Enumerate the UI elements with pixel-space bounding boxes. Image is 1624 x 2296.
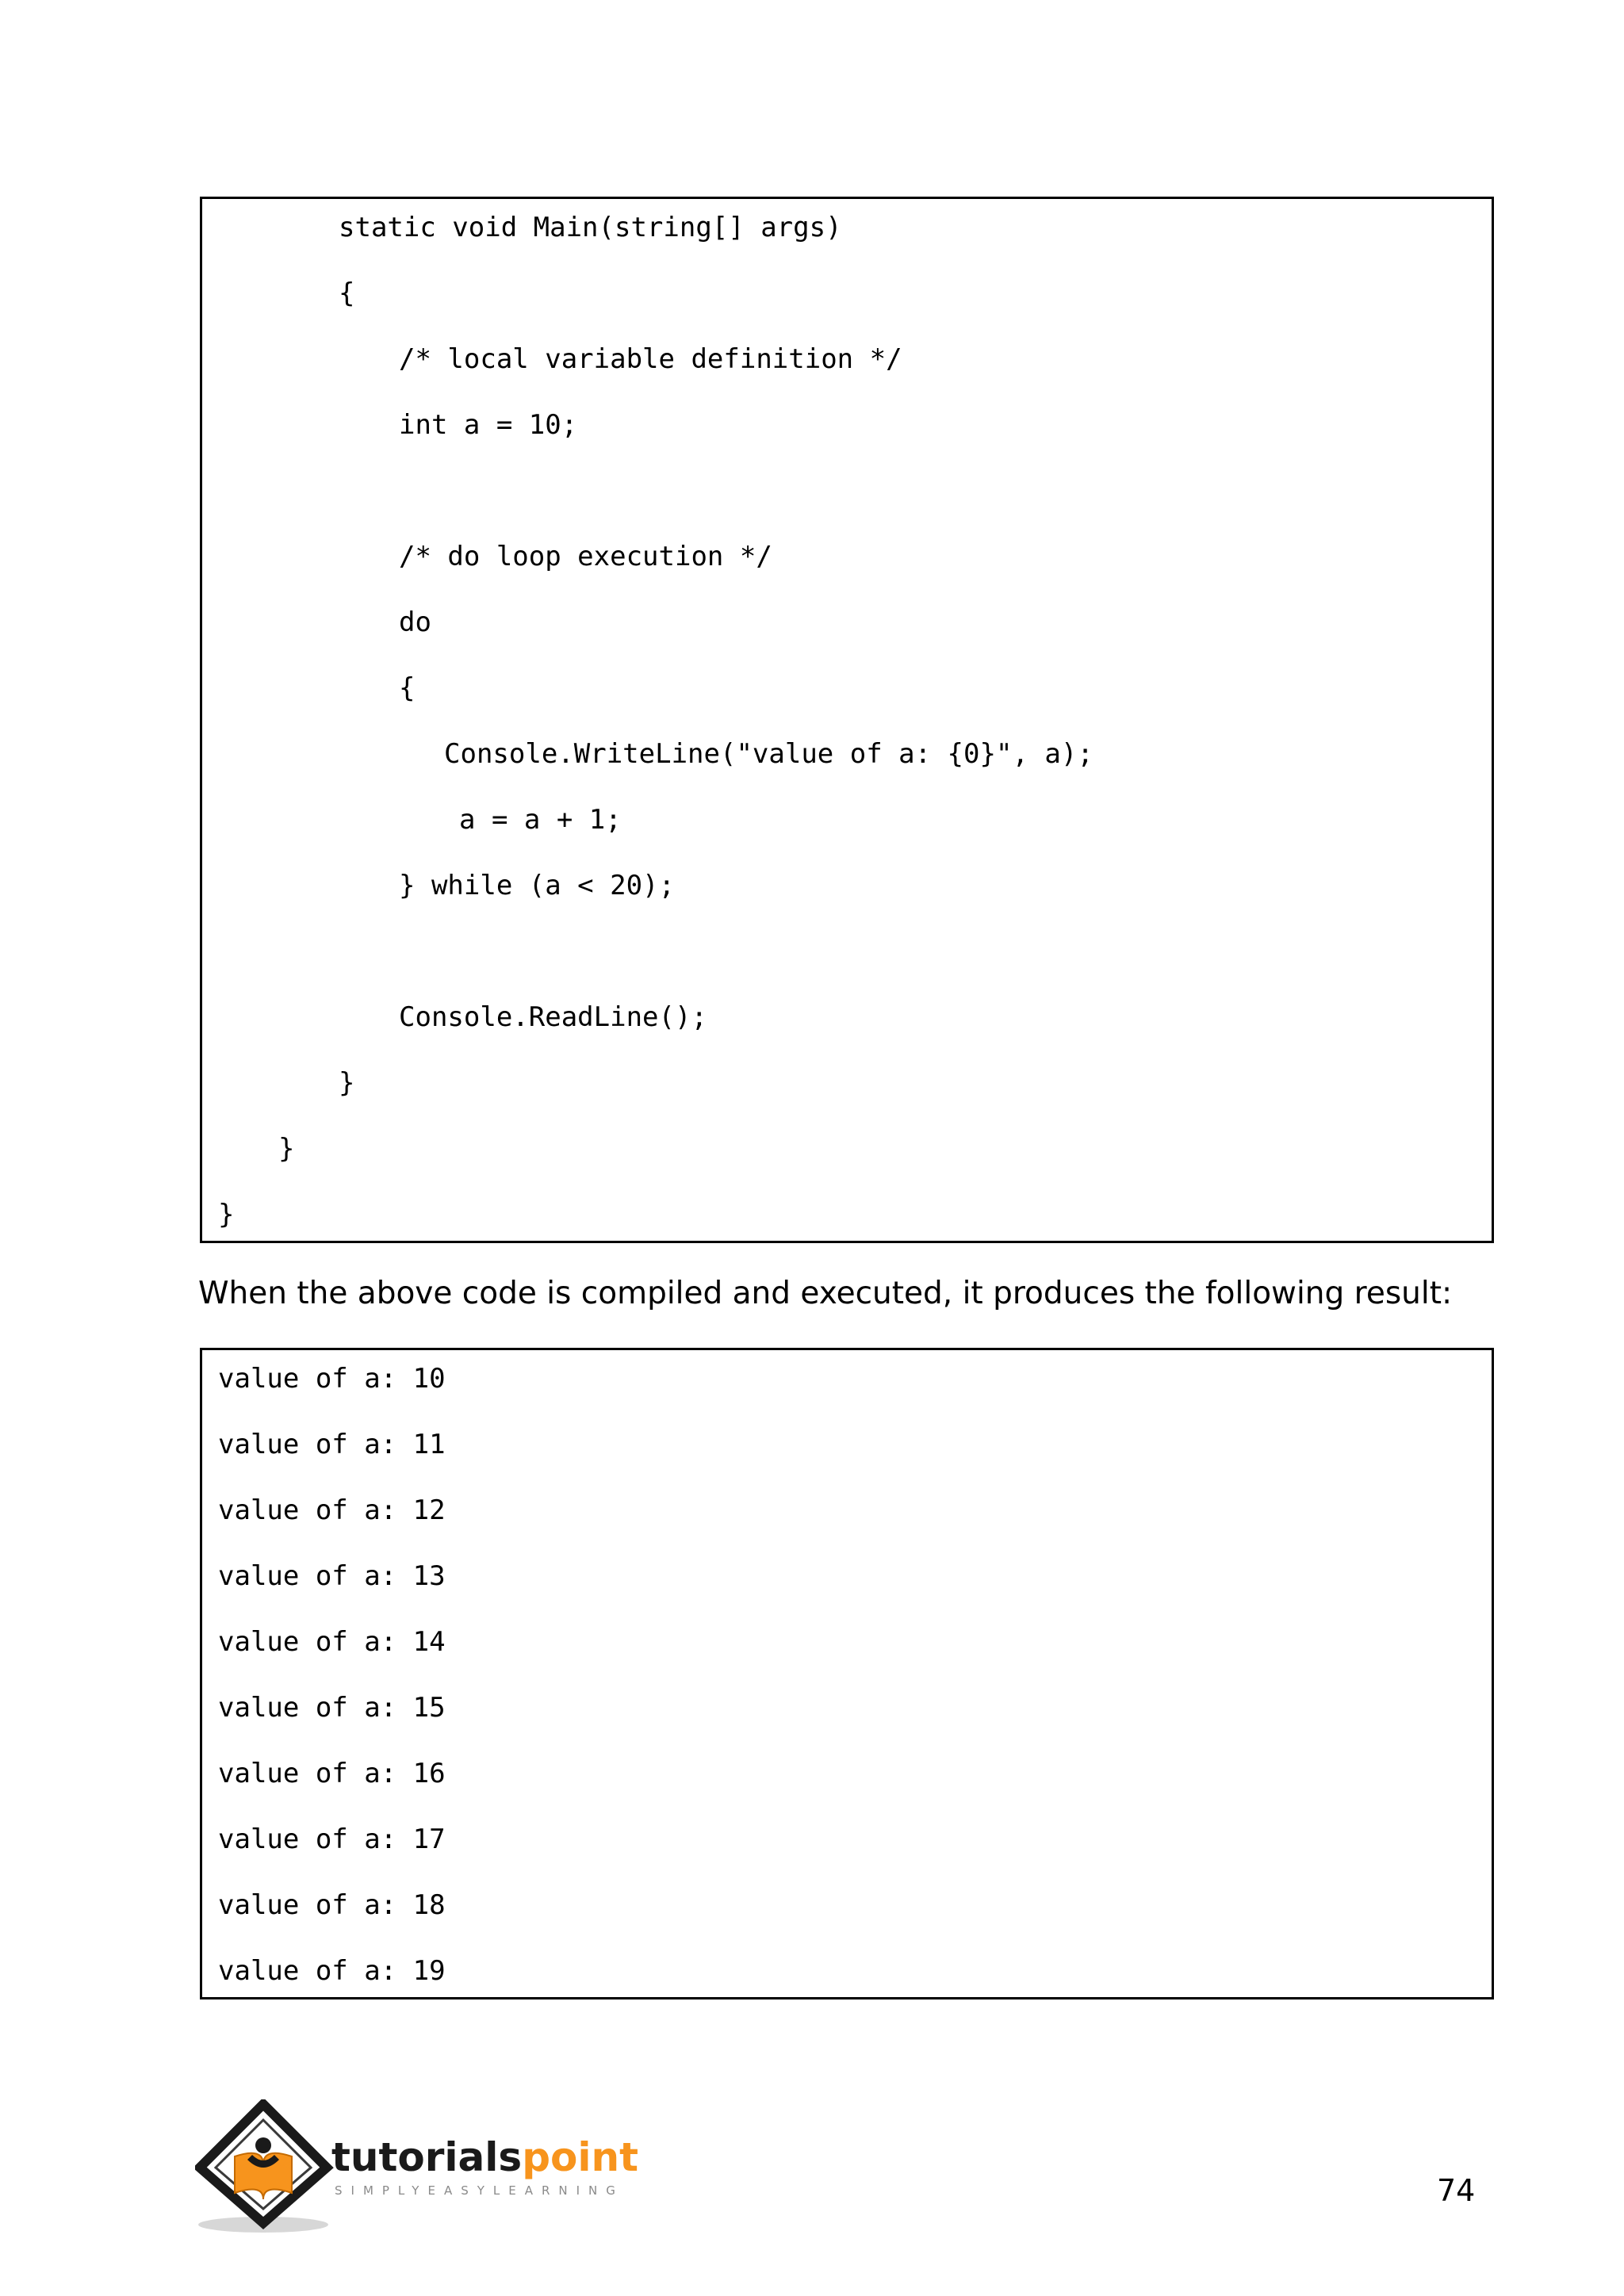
code-line: } <box>218 1199 235 1230</box>
logo-wordmark: tutorialspoint <box>331 2134 638 2180</box>
output-line: value of a: 10 <box>218 1363 446 1395</box>
output-line: value of a: 15 <box>218 1692 446 1724</box>
code-line: int a = 10; <box>399 409 578 441</box>
output-line: value of a: 19 <box>218 1955 446 1987</box>
code-line: a = a + 1; <box>459 804 622 836</box>
output-line: value of a: 13 <box>218 1560 446 1592</box>
output-listing-box <box>200 1348 1494 1999</box>
code-line: /* do loop execution */ <box>399 541 772 572</box>
page-number: 74 <box>1437 2173 1476 2208</box>
code-line: do <box>399 607 431 638</box>
code-line: /* local variable definition */ <box>399 343 902 375</box>
output-line: value of a: 16 <box>218 1758 446 1789</box>
code-line: } <box>339 1067 355 1099</box>
code-line: { <box>399 672 416 704</box>
output-line: value of a: 18 <box>218 1889 446 1921</box>
code-line: Console.ReadLine(); <box>399 1001 707 1033</box>
output-line: value of a: 14 <box>218 1626 446 1658</box>
code-line: } while (a < 20); <box>399 870 675 901</box>
result-intro-text: When the above code is compiled and executed, it produces the following result: <box>198 1276 1453 1311</box>
code-line: } <box>278 1133 295 1165</box>
output-line: value of a: 17 <box>218 1823 446 1855</box>
code-line: { <box>339 277 355 309</box>
output-line: value of a: 11 <box>218 1429 446 1460</box>
output-line: value of a: 12 <box>218 1494 446 1526</box>
code-line: static void Main(string[] args) <box>339 212 842 243</box>
code-listing-box <box>200 197 1494 1243</box>
tutorialspoint-logo <box>195 2099 655 2234</box>
code-line: Console.WriteLine("value of a: {0}", a); <box>444 738 1094 770</box>
logo-tagline: SIMPLYEASYLEARNING <box>335 2183 624 2198</box>
